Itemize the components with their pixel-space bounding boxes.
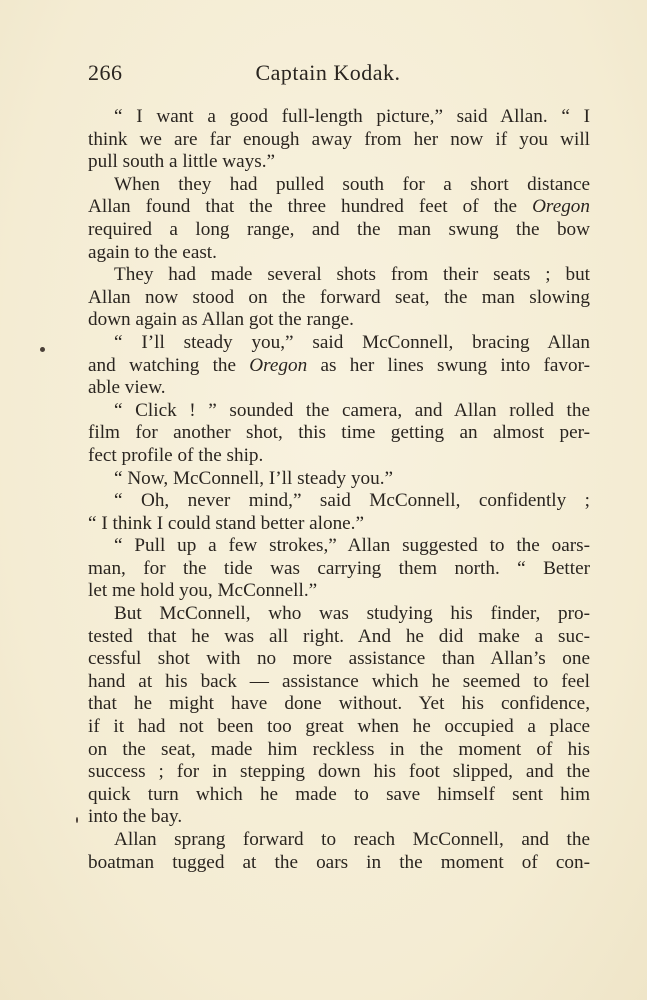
text-line: man, for the tide was carrying them north. “ Better	[88, 557, 590, 579]
text-line: required a long range, and the man swung the bow	[88, 218, 590, 240]
page-number: 266	[88, 60, 123, 85]
text-line: “ Oh, never mind,” said McConnell, confidently ;	[114, 490, 590, 512]
speck-mark	[76, 817, 78, 823]
text-line: “ Now, McConnell, I’ll steady you.”	[114, 467, 394, 489]
text-line: But McConnell, who was studying his finder, pro-	[114, 603, 590, 625]
text-line: down again as Allan got the range.	[88, 309, 354, 331]
text-line: quick turn which he made to save himself sent him	[88, 783, 590, 805]
text-line: Allan now stood on the forward seat, the man slowing	[88, 286, 590, 308]
text-line: “ I want a good full-length picture,” said Allan. “ I	[114, 106, 590, 127]
ship-name: Oregon	[249, 354, 308, 376]
text-line: and watching the Oregon as her lines swung into favor-	[88, 354, 590, 376]
body-text	[88, 106, 590, 874]
text-line: fect profile of the ship.	[88, 444, 264, 466]
ship-name: Oregon	[532, 196, 590, 218]
text-line: “ Click ! ” sounded the camera, and Allan rolled the	[114, 399, 590, 421]
running-title: Captain Kodak.	[255, 60, 401, 85]
text-line: “ Pull up a few strokes,” Allan suggested to the oars-	[114, 535, 590, 557]
text-line: boatman tugged at the oars in the moment of con-	[88, 851, 590, 873]
text-line: hand at his back — assistance which he seemed to feel	[88, 670, 590, 692]
text-line: pull south a little ways.”	[88, 151, 276, 173]
text-line: if it had not been too great when he occupied a place	[88, 716, 590, 738]
text-line: let me hold you, McConnell.”	[88, 580, 318, 602]
text-line: again to the east.	[88, 241, 217, 263]
text-line: Allan found that the three hundred feet of the Oregon	[88, 196, 590, 218]
text-line: Allan sprang forward to reach McConnell, and the	[114, 829, 590, 850]
text-line: that he might have done without. Yet his confidence,	[88, 693, 590, 715]
text-line: success ; for in stepping down his foot slipped, and the	[88, 761, 590, 783]
text-line: think we are far enough away from her now if you will	[88, 128, 590, 150]
text-line: cessful shot with no more assistance than Allan’s one	[88, 648, 590, 670]
text-line: “ I think I could stand better alone.”	[88, 512, 364, 534]
running-header	[88, 60, 588, 90]
text-line: tested that he was all right. And he did make a suc-	[88, 625, 590, 647]
text-line: film for another shot, this time getting an almost per-	[88, 422, 590, 444]
text-line: into the bay.	[88, 806, 183, 828]
text-line: “ I’ll steady you,” said McConnell, bracing Allan	[114, 331, 590, 353]
speck-mark	[40, 347, 45, 352]
text-line: They had made several shots from their seats ; but	[114, 264, 590, 286]
text-line: able view.	[88, 377, 166, 399]
text-line: When they had pulled south for a short distance	[114, 173, 590, 195]
text-line: on the seat, made him reckless in the moment of his	[88, 738, 590, 760]
